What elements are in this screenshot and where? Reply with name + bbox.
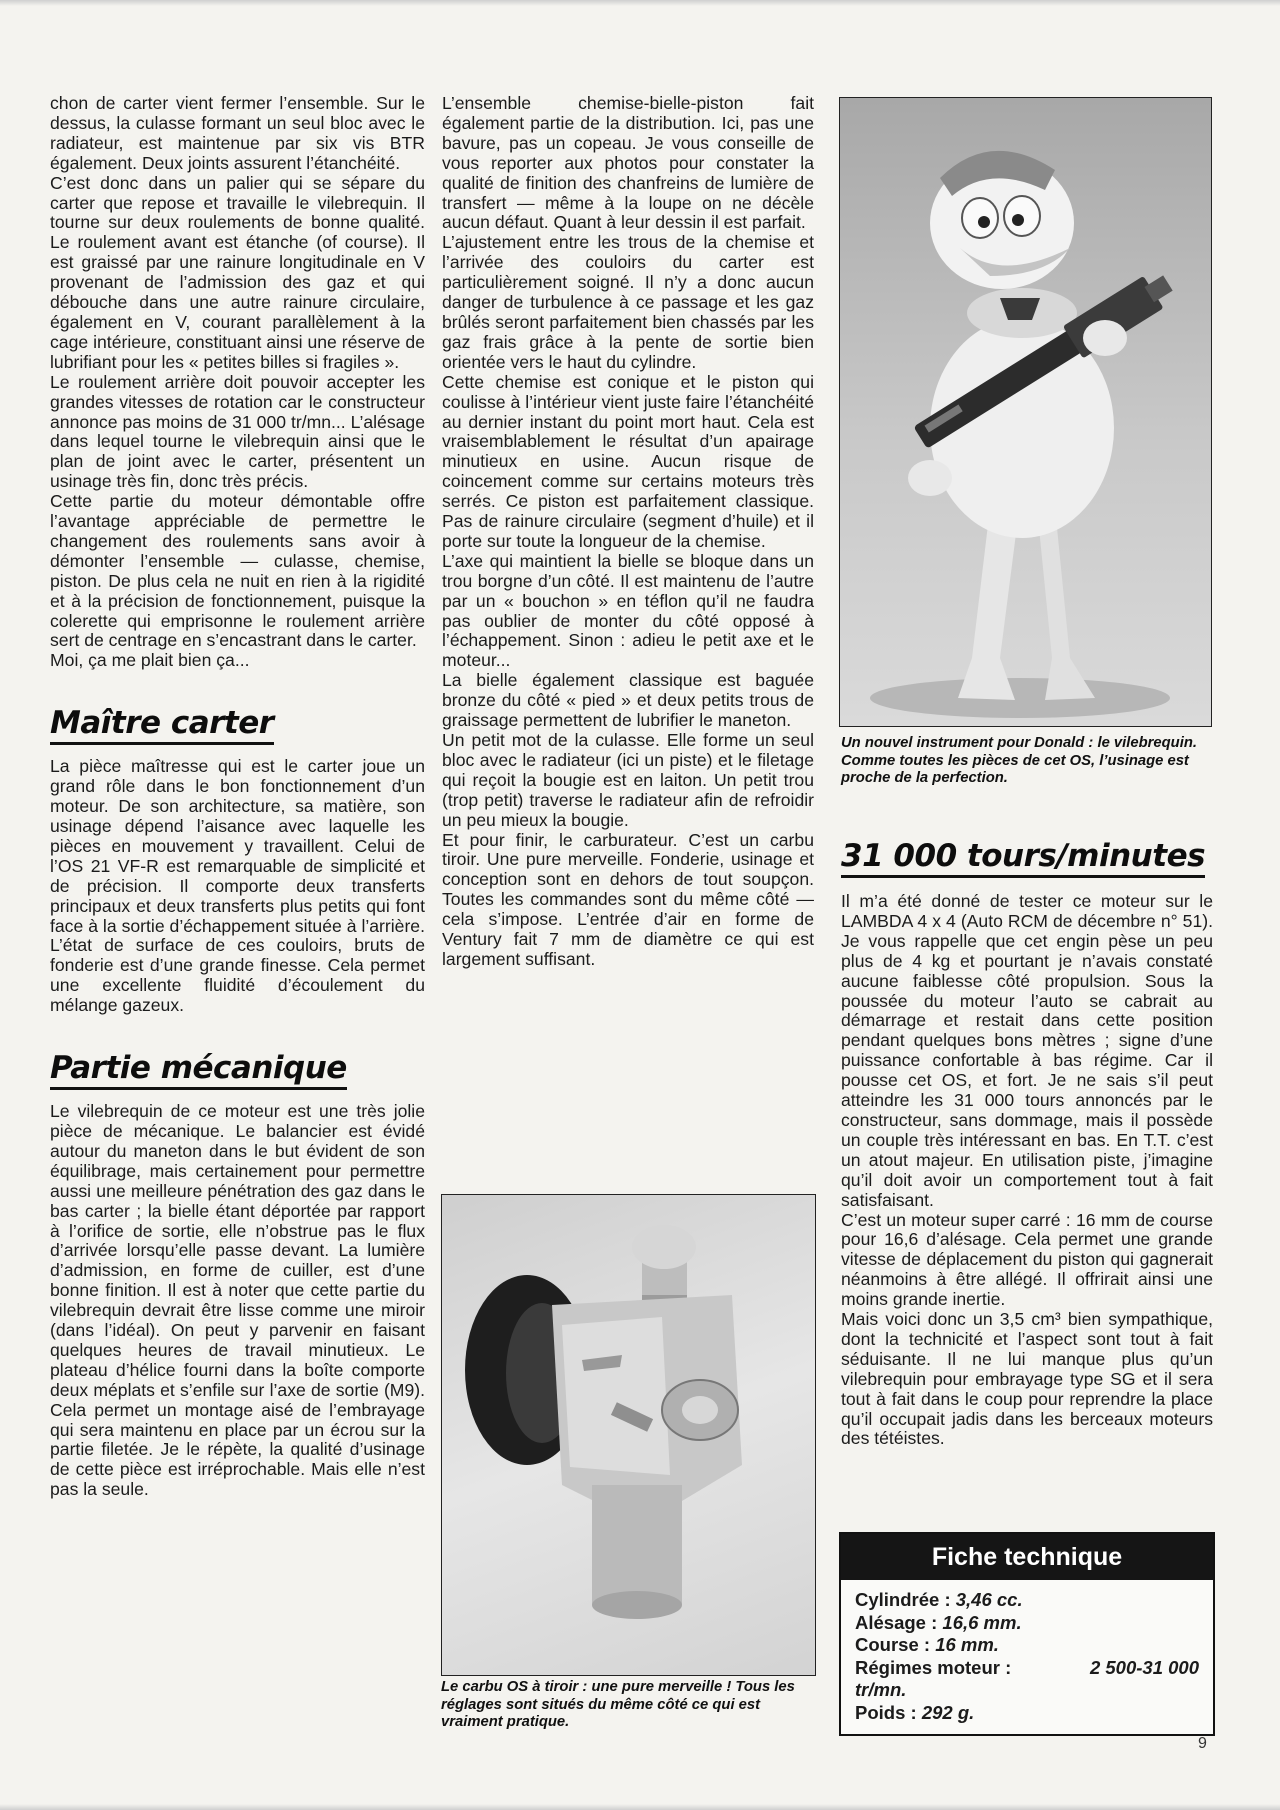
section-heading-wrap	[50, 1050, 425, 1090]
page-number: 9	[1198, 1735, 1207, 1752]
fiche-row-regimes-unit	[855, 1679, 1199, 1702]
paragraph: Cette partie du moteur démontable offre l’avantage appréciable de permettre le changement des roulements sans avoir à démonter l’ensemble — culasse, chemise, piston. De plus cela ne nuit en rien à la rigidité et à la précision de fonctionnement, puisque la colerette qui emprisonne le roulement arrière sert de centrage en s’encastrant dans le carter.	[50, 491, 425, 651]
paragraph: Il m’a été donné de tester ce moteur sur le LAMBDA 4 x 4 (Auto RCM de décembre n° 51). Je vous rappelle que cet engin pèse un peu plus de 4 kg et pourtant je n’avais constaté aucune faiblesse côté propulsion. Sous la poussée du moteur l’auto se cabrait au démarrage et restait dans cette position pendant quelques bons mètres ; signe d’une puissance confortable à bas régime. Car il pousse cet OS, et fort. Je ne sais s’il peut atteindre les 31 000 tours annoncés par le constructeur, sans dommage, mais il possède un couple très intéressant en bas. En T.T. c’est un atout majeur. En utilisation piste, j’imagine qu’il doit avoir un comportement tout à fait satisfaisant.	[841, 891, 1213, 1210]
paragraph: Un petit mot de la culasse. Elle forme un seul bloc avec le radiateur (ici un piste) et le filetage qui reçoit la bougie est en laiton. Un petit trou (trop petit) traverse le radiateur afin de refroidir un peu mieux la bougie.	[442, 730, 814, 830]
fiche-value: tr/mn.	[855, 1679, 907, 1700]
paragraph: Le vilebrequin de ce moteur est une très jolie pièce de mécanique. Le balancier est évidé autour du maneton dans le but évident de son équilibrage, mais certainement pour permettre aussi une meilleure pénétration des gaz dans le bas carter ; la bielle étant déportée par rapport à l’orifice de sortie, elle n’obstrue pas le flux d’arrivée lorsqu’elle passe devant. La lumière d’admission, en forme de cuiller, est d’une bonne finition. Il est à noter que cette partie du vilebrequin devrait être lisse comme une miroir (dans l’idéal). On peut y parvenir en faisant quelques heures de travail minutieux. Le plateau d’hélice fourni dans la boîte comporte deux méplats et s’enfile sur l’axe de sortie (M9). Cela permet un montage aisé de l’embrayage qui sera maintenu en place par un écrou sur la partie filetée. Je le répète, la qualité d’usinage de cette pièce est irréprochable. Mais elle n’est pas la seule.	[50, 1101, 425, 1500]
paragraph: Et pour finir, le carburateur. C’est un carbu tiroir. Une pure merveille. Fonderie, usinage et conception sont en dehors de tout soupçon. Toutes les commandes sont du même côté — cela s’impose. L’entrée d’air en forme de Ventury fait 7 mm de diamètre ce qui est largement suffisant.	[442, 829, 814, 969]
fiche-value: 16,6 mm.	[942, 1611, 1022, 1633]
paragraph: L’axe qui maintient la bielle se bloque dans un trou borgne d’un côté. Il est maintenu de l’autre par un « bouchon » en téflon qu’il ne faudra pas oublier de monter du côté opposé à l’échappement. Sinon : adieu le petit axe et le moteur...	[442, 550, 814, 671]
section-heading-maitre-carter: Maître carter	[50, 705, 274, 745]
section-heading-partie-mecanique: Partie mécanique	[50, 1050, 347, 1090]
paragraph: chon de carter vient fermer l’ensemble. Sur le dessus, la culasse formant un seul bloc avec le radiateur, est maintenue par six vis BTR également. Deux joints assurent l’étanchéité.	[50, 93, 425, 173]
paragraph: Moi, ça me plait bien ça...	[50, 650, 250, 671]
fiche-technique-box	[839, 1532, 1215, 1736]
photo-caption-donald: Un nouvel instrument pour Donald : le vilebrequin. Comme toutes les pièces de cet OS, l’usinage est proche de la perfection.	[841, 735, 1197, 786]
paragraph: C’est un moteur super carré : 16 mm de course pour 16,6 d’alésage. Cela permet une grande vitesse de déplacement du piston qui gagnerait néanmoins à être allégé. Il offrirait ainsi une moins grande inertie.	[841, 1209, 1213, 1310]
paragraph: L’ajustement entre les trous de la chemise et l’arrivée des couloirs du carter est particulièrement soigné. Il n’y a donc aucun danger de turbulence à ce passage et les gaz brûlés seront parfaitement bien chassés par les gaz frais grâce à la pente de sortie bien orientée vers le haut du cylindre.	[442, 232, 814, 372]
fiche-label: Régimes moteur :	[855, 1656, 1012, 1678]
fiche-technique-body	[841, 1580, 1213, 1724]
carburettor-illustration	[442, 1195, 815, 1675]
fiche-value: 292 g.	[921, 1701, 975, 1723]
column-right	[841, 812, 1213, 1449]
photo-donald-vilebrequin	[839, 97, 1212, 727]
fiche-value: 2 500-31 000	[1089, 1656, 1199, 1678]
paragraph: L’ensemble chemise-bielle-piston fait également partie de la distribution. Ici, pas une bavure, pas un copeau. Je vous conseille de vous reporter aux photos pour constater la qualité de finition des chanfreins de lumière de transfert — même à la loupe on ne décèle aucun défaut. Quant à leur dessin il est parfait.	[442, 93, 814, 233]
page-edge-top	[0, 0, 1280, 6]
paragraph: Mais voici donc un 3,5 cm³ bien sympathique, dont la technicité et l’aspect sont tout à fait séduisante. Il ne lui manque plus qu’un vilebrequin pour embrayage type SG et il sera tout à fait dans le coup pour reprendre la place qu’il occupait jadis dans les berceaux moteurs des tétéistes.	[841, 1309, 1213, 1449]
fiche-row-regimes	[855, 1657, 1199, 1680]
fiche-label: Alésage :	[855, 1611, 938, 1633]
fiche-label: Cylindrée :	[855, 1589, 951, 1610]
paragraph: La pièce maîtresse qui est le carter joue un grand rôle dans le bon fonctionnement d’un moteur. De son architecture, sa matière, son usinage dépend l’aisance avec laquelle les pièces en mouvement y travaillent. Celui de l’OS 21 VF-R est remarquable de simplicité et de précision. Il comporte deux transferts principaux et deux transferts plus petits qui font face à la sortie d’échappement située à l’arrière. L’état de surface de ces couloirs, bruts de fonderie est d’une grande finesse. Cela permet une excellente fluidité d’écoulement du mélange gazeux.	[50, 756, 425, 1016]
page-edge-bottom	[0, 1804, 1280, 1810]
fiche-label: Poids :	[855, 1701, 917, 1723]
fiche-row-poids	[855, 1702, 1199, 1725]
fiche-row-alesage	[855, 1612, 1199, 1635]
section-heading-wrap	[841, 838, 1213, 878]
fiche-technique-title: Fiche technique	[841, 1534, 1213, 1580]
paragraph: Le roulement arrière doit pouvoir accepter les grandes vitesses de rotation car le constructeur annonce pas moins de 31 000 tr/mn... L’alésage dans lequel tourne le vilebrequin ainsi que le plan de joint avec le carter, présentent un usinage très fin, donc très précis.	[50, 371, 425, 492]
fiche-label: Course :	[855, 1634, 931, 1655]
paragraph: La bielle également classique est baguée bronze du côté « pied » et deux petits trous de graissage permettent de lubrifier le maneton.	[442, 670, 814, 731]
column-middle	[442, 94, 814, 970]
column-left	[50, 94, 425, 1500]
paragraph: Cette chemise est conique et le piston qui coulisse à l’intérieur vient juste faire l’étanchéité au dernier instant du point mort haut. Cela est vraisemblablement le résultat d’un apairage minutieux en usine. Aucun risque de coincement comme sur certains moteurs très serrés. Ce piston est parfaitement classique. Pas de rainure circulaire (segment d’huile) et il porte sur toute la longueur de la chemise.	[442, 371, 814, 551]
fiche-row-course	[855, 1634, 1199, 1657]
fiche-value: 3,46 cc.	[955, 1589, 1023, 1610]
section-heading-31000-tours: 31 000 tours/minutes	[841, 838, 1205, 878]
donald-figure-illustration	[840, 98, 1211, 726]
photo-caption-carbu: Le carbu OS à tiroir : une pure merveille ! Tous les réglages sont situés du même côté ce qui est vraiment pratique.	[441, 1679, 795, 1730]
fiche-value: 16 mm.	[935, 1634, 999, 1655]
section-heading-wrap	[50, 705, 425, 745]
fiche-row-cylindree	[855, 1589, 1199, 1612]
photo-carburateur	[441, 1194, 816, 1676]
paragraph: C’est donc dans un palier qui se sépare du carter que repose et travaille le vilebrequin. Il tourne sur deux roulements de bonne qualité. Le roulement avant est étanche (of course). Il est graissé par une rainure longitudinale en V provenant de l’admission des gaz et qui débouche dans une autre rainure circulaire, également en V, courant parallèlement à la cage intérieure, constituant ainsi une réserve de lubrifiant pour les « petites billes si fragiles ».	[50, 172, 425, 372]
